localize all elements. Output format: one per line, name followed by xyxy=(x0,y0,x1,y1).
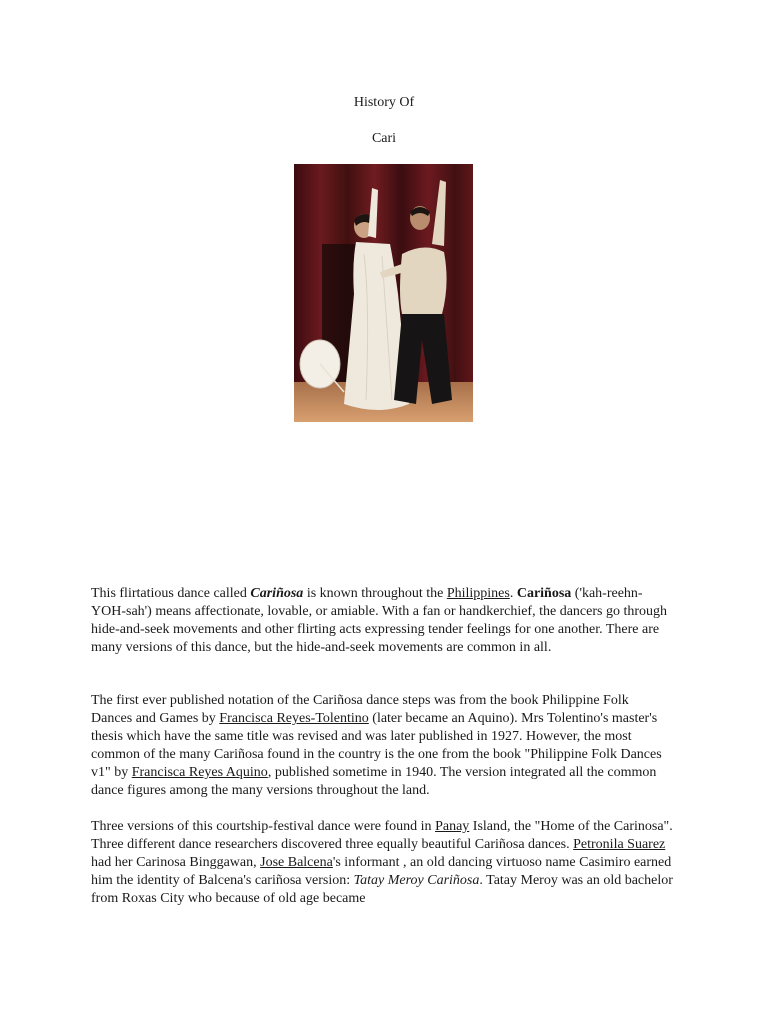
title-line-2: Cari xyxy=(371,131,397,146)
p3-text-2: Island, the "Home of the Carinosa". Three different dance researchers discovered three equally beautiful Cariñosa dances. xyxy=(91,819,673,852)
p3-italic: Tatay Meroy Cariñosa xyxy=(353,873,480,888)
link-petronila-suarez[interactable]: Petronila Suarez xyxy=(573,837,666,852)
p2-text-1: The first ever published notation of the Cariñosa dance steps was from the book Philippine Folk Dances and Games by xyxy=(91,693,629,726)
p2-text-3: , published sometime in 1940. The version integrated all the common dance figures among the many versions throughout the land. xyxy=(91,765,657,798)
p1-bold-italic: Cariñosa xyxy=(250,586,304,601)
paragraph-3 xyxy=(91,818,673,908)
p3-text-3: had her Carinosa Binggawan, xyxy=(91,855,261,870)
link-francisca-reyes-tolentino[interactable]: Francisca Reyes-Tolentino xyxy=(219,711,369,726)
p1-bold: Cariñosa xyxy=(516,586,572,601)
link-panay[interactable]: Panay xyxy=(435,819,470,834)
p1-text-4: ('kah-reehn-YOH-sah') means affectionate, lovable, or amiable. With a fan or handkerchief, the dancers go through hide-and-seek movements and other flirting acts expressing tender feelings for one another. There are many versions of this dance, but the hide-and-seek movements are common in all. xyxy=(91,586,668,655)
title-line-1: History Of xyxy=(353,95,415,110)
paragraph-2 xyxy=(91,692,673,800)
p2-text-2: (later became an Aquino). Mrs Tolentino's master's thesis which have the same title was revised and was later published in 1927. However, the most common of the many Cariñosa found in the country is the one from the book "Philippine Folk Dances v1" by xyxy=(91,711,662,780)
p3-text-1: Three versions of this courtship-festival dance were found in xyxy=(91,819,436,834)
p1-text-1: This flirtatious dance called xyxy=(91,586,251,601)
p3-text-5: . Tatay Meroy was an old bachelor from Roxas City who because of old age became xyxy=(91,873,673,906)
p3-text-4: 's informant , an old dancing virtuoso name Casimiro earned him the identity of Balcena's cariñosa version: xyxy=(91,855,672,888)
link-philippines[interactable]: Philippines xyxy=(446,586,510,601)
p1-text-3: . xyxy=(509,586,517,601)
paragraph-1 xyxy=(91,585,673,657)
link-jose-balcena[interactable]: Jose Balcena xyxy=(260,855,333,870)
p1-text-2: is known throughout the xyxy=(303,586,447,601)
dance-photo xyxy=(294,164,473,422)
link-francisca-reyes-aquino[interactable]: Francisca Reyes Aquino xyxy=(131,765,268,780)
